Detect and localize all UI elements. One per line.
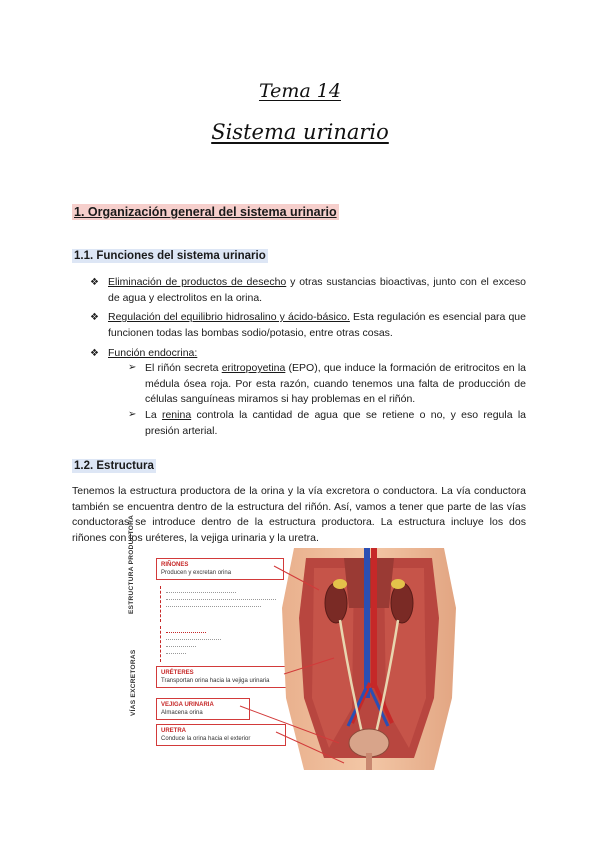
group-label-producing: ESTRUCTURA PRODUCTORA: [128, 514, 135, 614]
page-subtitle: Sistema urinario: [211, 120, 389, 144]
urinary-system-figure: [124, 514, 464, 770]
bullet-key-term: Función endocrina:: [108, 347, 198, 359]
sub-bullet-key-term: renina: [161, 409, 192, 421]
subsection-heading-structure: 1.2. Estructura: [74, 460, 154, 472]
bullet-text: Esta regulación es esencial para que funcionen todas las bombas sodio/potasio, entre otras cosas.: [108, 311, 526, 339]
diamond-bullet-icon: ❖: [90, 312, 99, 323]
sub-bullet-paragraph: [145, 408, 526, 439]
box-text: Conduce la orina hacia el exterior: [161, 736, 251, 742]
diamond-bullet-icon: ❖: [90, 277, 99, 288]
box-text: Producen y excretan orina: [161, 570, 232, 576]
connector-lines: [124, 548, 464, 770]
bullet-text: y otras sustancias bioactivas, junto con el exceso de agua y electrolitos en la orina.: [108, 276, 527, 304]
box-title: URETRA: [161, 728, 186, 734]
group-label-excretory: VÍAS EXCRETORAS: [130, 649, 137, 716]
sub-bullet-text: El riñón secreta: [145, 362, 222, 374]
bullet-key-term: Eliminación de productos de desecho: [108, 276, 287, 288]
bullet-paragraph: [108, 310, 526, 341]
box-title: URÉTERES: [161, 670, 194, 676]
box-text: Almacena orina: [161, 710, 203, 716]
sub-bullet-paragraph: [145, 361, 526, 408]
bullet-paragraph: [108, 346, 526, 362]
sub-bullet-key-term: eritropoyetina: [221, 362, 286, 374]
structure-paragraph: Tenemos la estructura productora de la orina y la vía excretora o conductora. La vía conductora también se encuentra dentro de la estructura del riñón. Así, vamos a tener que parte de las vías conductoras se introduce dentro de la estructura productora. La estructura incluye los dos riñones con los uréteres, la vejiga urinaria y la uretra.: [72, 485, 526, 544]
page-title: Tema 14: [258, 80, 341, 102]
diamond-bullet-icon: ❖: [90, 348, 99, 359]
arrow-bullet-icon: ➢: [128, 409, 137, 420]
sub-bullet-text: La: [145, 409, 162, 421]
arrow-bullet-icon: ➢: [128, 362, 137, 373]
bullet-key-term: Regulación del equilibrio hidrosalino y ácido-básico.: [108, 311, 350, 323]
subsection-heading-functions: 1.1. Funciones del sistema urinario: [74, 250, 266, 262]
sub-bullet-text: (EPO), que induce la formación de eritrocitos en la médula ósea roja. Por esta razón, cuando tenemos una falta de producción de células sanguíneas miramos si hay problemas en el riñón.: [145, 362, 526, 405]
bullet-paragraph: [108, 275, 526, 306]
section-heading: 1. Organización general del sistema urinario: [74, 205, 337, 219]
box-text: Transportan orina hacia la vejiga urinaria: [161, 678, 270, 684]
sub-bullet-text: controla la cantidad de agua que se retiene o no, y eso regula la presión arterial.: [145, 409, 526, 437]
box-title: RIÑONES: [161, 562, 189, 568]
box-title: VEJIGA URINARIA: [161, 702, 214, 708]
